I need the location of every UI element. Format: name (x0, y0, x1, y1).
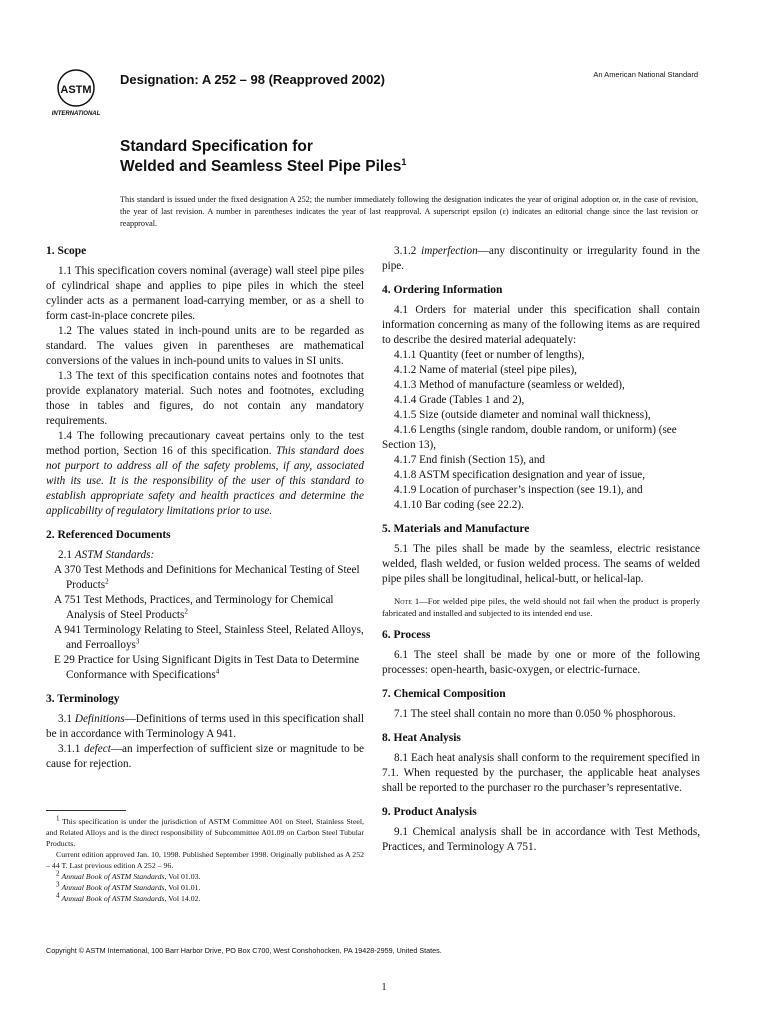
footnote-1-edition: Current edition approved Jan. 10, 1998. Published September 1998. Originally published as A 252 – 44 T. Last previous edition A 252 – 96. (46, 850, 364, 870)
title-line-1: Standard Specification for (120, 138, 313, 155)
left-column (46, 244, 364, 772)
title-footnote-ref: 1 (401, 156, 407, 167)
list-item: 4.1.3 Method of manufacture (seamless or welded), (394, 379, 625, 391)
safety-caveat: This standard does not purport to address all of the safety problems, if any, associated with its use. It is the responsibility of the user of this standard to establish appropriate safety and health practices and determine the applicability of regulatory limitations prior to use. (46, 445, 364, 517)
footnote-2: $^2$ Annual Book of ASTM Standards, Vol 01.03. (56, 869, 201, 881)
paragraph-3-1: 3.1 Definitions—Definitions of terms used in this specification shall be in accordance with Terminology A 941. (46, 713, 365, 740)
list-item: 4.1.1 Quantity (feet or number of lengths), (394, 349, 585, 361)
section-heading-product-analysis: 9. Product Analysis (382, 806, 477, 818)
section-heading-heat-analysis: 8. Heat Analysis (382, 732, 461, 744)
note-1: Note 1—For welded pipe piles, the weld should not fail when the product is properly fabricated and installed and subjected to its intended end use. (382, 596, 700, 618)
astm-logo (46, 66, 110, 118)
paragraph-5-1: 5.1 The piles shall be made by the seamless, electric resistance welded, flash welded, or fusion welded process. The seams of welded pipe piles shall be longitudinal, helical-butt, or helical-lap. (382, 543, 700, 585)
paragraph-1-4: 1.4 The following precautionary caveat pertains only to the test method portion, Section 16 of this specification. This standard does not purport to address all of the safety problems, if any, associated with its use. It is the responsibility of the user of this standard to establish appropriate safety and health practices and determine the applicability of regulatory limitations prior to use. (46, 430, 364, 517)
paragraph-1-2: 1.2 The values stated in inch-pound units are to be regarded as standard. The values given in parentheses are mathematical conversions of the values in inch-pound units to values in SI units. (46, 325, 364, 367)
list-item: 4.1.9 Location of purchaser’s inspection (see 19.1), and (394, 484, 643, 496)
list-item: 4.1.10 Bar coding (see 22.2). (394, 499, 524, 511)
reference-e29: E 29 Practice for Using Significant Digits in Test Data to Determine Conformance with Specifications$^4$ (54, 654, 360, 681)
footnote-3: $^3$ Annual Book of ASTM Standards, Vol 01.01. (56, 880, 201, 892)
section-heading-materials-and-manufacture: 5. Materials and Manufacture (382, 523, 530, 535)
paragraph-1-3: 1.3 The text of this specification contains notes and footnotes that provide explanatory material. Such notes and footnotes, excluding those in tables and figures, do not contain any mandatory requirements. (46, 370, 364, 427)
title-line-2: Welded and Seamless Steel Pipe Piles$^1$ (120, 156, 407, 175)
footnotes (46, 816, 364, 904)
paragraph-2-1: 2.1 ASTM Standards: (58, 549, 155, 561)
list-item: 4.1.5 Size (outside diameter and nominal wall thickness), (394, 409, 651, 421)
list-item: 4.1.6 Lengths (single random, double random, or uniform) (see Section 13), (382, 424, 677, 451)
section-heading-terminology: 3. Terminology (46, 693, 120, 705)
paragraph-3-1-2: 3.1.2 imperfection—any discontinuity or irregularity found in the pipe. (382, 245, 701, 272)
page-number: 1 (381, 982, 387, 993)
section-heading-referenced-documents: 2. Referenced Documents (46, 529, 171, 541)
logo-subtext: INTERNATIONAL (51, 111, 101, 117)
reference-a751: A 751 Test Methods, Practices, and Terminology for Chemical Analysis of Steel Products$^2$ (54, 594, 334, 621)
reference-a370: A 370 Test Methods and Definitions for Mechanical Testing of Steel Products$^2$ (54, 564, 360, 591)
national-standard-label: An American National Standard (593, 70, 698, 79)
footnote-divider (46, 810, 126, 811)
section-heading-chemical-composition: 7. Chemical Composition (382, 688, 506, 700)
footnote-1: $^1$ This specification is under the jurisdiction of ASTM Committee A01 on Steel, Stainless Steel, and Related Alloys and is the direct responsibility of Subcommittee A01.09 on Carbon Steel Tubular Products. (46, 814, 364, 848)
section-heading-scope: 1. Scope (46, 245, 87, 257)
logo-text: ASTM (60, 84, 92, 96)
issue-notice: This standard is issued under the fixed designation A 252; the number immediately following the designation indicates the year of original adoption or, in the case of revision, the year of last revision. A number in parentheses indicates the year of last reapproval. A superscript epsilon (ε) indicates an editorial change since the last revision or reapproval. (120, 195, 698, 228)
paragraph-8-1: 8.1 Each heat analysis shall conform to the requirement specified in 7.1. When requested by the purchaser, the applicable heat analyses shall be reported to the purchaser ro the purchaser’s representative. (382, 752, 700, 794)
paragraph-6-1: 6.1 The steel shall be made by one or more of the following processes: open-hearth, basic-oxygen, or electric-furnace. (382, 649, 700, 676)
designation: Designation: A 252 – 98 (Reapproved 2002) (120, 72, 385, 87)
paragraph-9-1: 9.1 Chemical analysis shall be in accordance with Test Methods, Practices, and Terminology A 751. (382, 826, 700, 853)
list-item: 4.1.8 ASTM specification designation and year of issue, (394, 469, 646, 481)
footnote-4: $^4$ Annual Book of ASTM Standards, Vol 14.02. (56, 891, 201, 903)
right-column (382, 244, 700, 855)
section-heading-ordering-information: 4. Ordering Information (382, 284, 503, 296)
list-item: 4.1.7 End finish (Section 15), and (394, 454, 546, 466)
paragraph-7-1: 7.1 The steel shall contain no more than 0.050 % phosphorous. (394, 708, 676, 720)
copyright-notice: Copyright © ASTM International, 100 Barr Harbor Drive, PO Box C700, West Conshohocken, PA 19428-2959, United States. (46, 946, 442, 955)
section-heading-process: 6. Process (382, 629, 431, 641)
paragraph-1-1: 1.1 This specification covers nominal (average) wall steel pipe piles of cylindrical shape and applies to pipe piles in which the steel cylinder acts as a permanent load-carrying member, or as a shell to form cast-in-place concrete piles. (46, 265, 364, 322)
list-item: 4.1.4 Grade (Tables 1 and 2), (394, 394, 525, 406)
paragraph-4-1: 4.1 Orders for material under this specification shall contain information concerning as many of the following items as are required to describe the desired material adequately: (382, 304, 700, 346)
document-title (120, 137, 406, 177)
reference-a941: A 941 Terminology Relating to Steel, Stainless Steel, Related Alloys, and Ferroalloys$^3$ (54, 624, 364, 651)
paragraph-3-1-1: 3.1.1 defect—an imperfection of sufficient size or magnitude to be cause for rejection. (46, 743, 365, 770)
list-item: 4.1.2 Name of material (steel pipe piles), (394, 364, 577, 376)
